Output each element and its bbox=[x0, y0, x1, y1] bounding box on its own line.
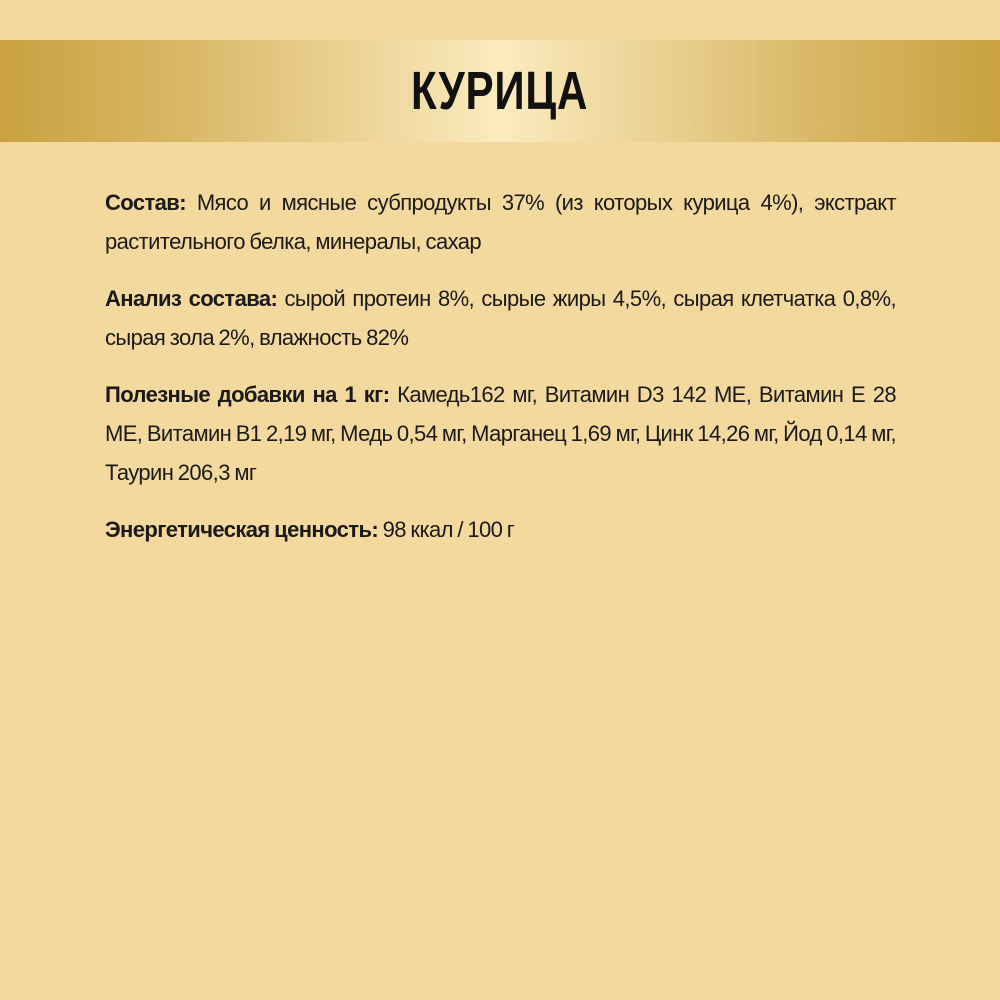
additives-section bbox=[105, 375, 896, 492]
additives-text: Камедь162 мг, Витамин D3 142 МЕ, Витамин Е 28 МЕ, Витамин В1 2,19 мг, Медь 0,54 мг, Марганец 1,69 мг, Цинк 14,26 мг, Йод 0,14 мг, Таурин 206,3 мг bbox=[105, 382, 896, 485]
energy-label: Энергетическая ценность: bbox=[105, 517, 379, 542]
title-banner bbox=[0, 40, 1000, 142]
analysis-text: сырой протеин 8%, сырые жиры 4,5%, сырая клетчатка 0,8%, сырая зола 2%, влажность 82% bbox=[105, 286, 896, 350]
composition-section bbox=[105, 183, 896, 261]
composition-text: Мясо и мясные субпродукты 37% (из которых курица 4%), экстракт растительного белка, минералы, сахар bbox=[105, 190, 896, 254]
additives-label: Полезные добавки на 1 кг: bbox=[105, 382, 390, 407]
analysis-label: Анализ состава: bbox=[105, 286, 278, 311]
energy-text: 98 ккал / 100 г bbox=[378, 517, 515, 542]
product-info bbox=[105, 183, 896, 567]
energy-section bbox=[105, 510, 896, 549]
analysis-section bbox=[105, 279, 896, 357]
page-title: КУРИЦА bbox=[411, 61, 589, 121]
composition-label: Состав: bbox=[105, 190, 186, 215]
